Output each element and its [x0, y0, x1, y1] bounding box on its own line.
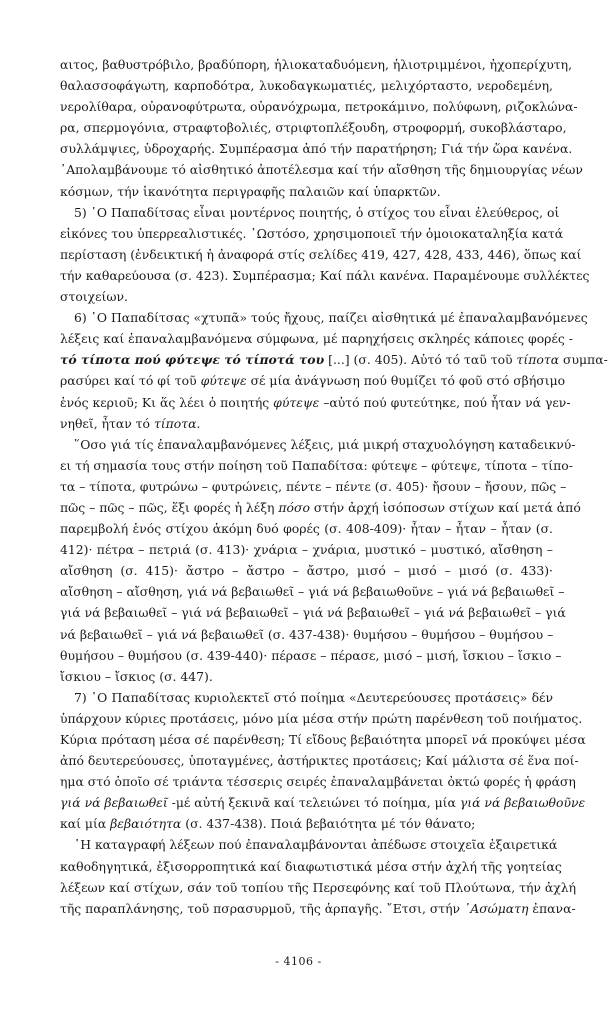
- bold-quote: [60, 352, 324, 367]
- text-line: ῞Οσο γιά τίς ἐπαναλαμβανόμενες λέξεις, μιά μικρή σταχυολόγηση καταδεικνύ-: [74, 436, 576, 452]
- italic-word: ᾿Ασώματη: [464, 900, 529, 916]
- text-line: Κύρια πρόταση μέσα σέ παρένθεση; Τί εἴδους βεβαιότητα μπορεῖ νά προκύψει μέσα: [60, 732, 586, 747]
- text-line: θυμήσου – θυμήσου (σ. 439-440)· πέρασε – πέρασε, μισό – μισή, ἴσκιου – ἴσκιο –: [60, 647, 562, 663]
- text-line: ρα, σπερμογόνια, στραφτοβολιές, στριφτοπλέξουδη, στροφορμή, συκοβλάσταρο,: [60, 120, 567, 136]
- text-line: συλλάμψιες, ὑδροχαρής. Συμπέρασμα ἀπό τήν παρατήρηση; Γιά τήν ὥρα κανένα.: [60, 141, 573, 157]
- italic-word: βεβαιότητα: [110, 816, 182, 832]
- text-line: τῆς παραπλάνησης, τοῦ πσρασυρμοῦ, τῆς ἁρπαγῆς. ῎Ετσι, στήν ᾿Ασώματη ἐπανα-: [60, 900, 576, 916]
- italic-word: τίποτα: [516, 352, 560, 368]
- text-line: ἴσκιου – ἴσκιος (σ. 447).: [60, 668, 213, 684]
- text-line: ᾿Απολαμβάνουμε τό αἰσθητικό ἀποτέλεσμα καί τήν αἴσθηση τῆς δημιουργίας νέων: [60, 162, 583, 178]
- text-line: λέξεων καί στίχων, σάν τοῦ τοπίου τῆς Περσεφόνης καί τοῦ Πλούτωνα, τήν ἀχλή: [60, 879, 577, 895]
- text-line: 412)· πέτρα – πετριά (σ. 413)· χνάρια – χνάρια, μυστικό – μυστικό, αἴσθηση –: [60, 542, 553, 558]
- text-line: ῾Η καταγραφή λέξεων πού ἐπαναλαμβάνονται ἀπέδωσε στοιχεῖα ἐξαιρετικά: [74, 837, 558, 853]
- text-line: θαλασσοφάγωτη, καρποδότρα, λυκοδαγκωματιές, μελιχόρταστο, νεροδεμένη,: [60, 78, 553, 94]
- text-line: καθοδηγητικά, ἐξισορροπητικά καί διαφωτιστικά μέσα στήν ἀχλή τῆς γοητείας: [60, 858, 562, 874]
- text-line: παρεμβολή ἑνός στίχου ἀκόμη δυό φορές (σ. 408-409)· ἦταν – ἦταν – ἦταν (σ.: [60, 521, 553, 537]
- text-line: κόσμων, τήν ἱκανότητα περιγραφῆς παλαιῶν καί ὑπαρκτῶν.: [60, 183, 441, 199]
- text-line: καί μία βεβαιότητα (σ. 437-438). Ποιά βεβαιότητα μέ τόν θάνατο;: [60, 816, 476, 832]
- text-line: τα – τίποτα, φυτρώνω – φυτρώνεις, πέντε – πέντε (σ. 405)· ἤσουν – ἤσουν, πῶς –: [60, 478, 567, 494]
- text-line: αἴσθηση (σ. 415)· ἄστρο – ἄστρο – ἄστρο, μισό – μισό – μισό (σ. 433)·: [60, 563, 553, 579]
- page-body: [60, 54, 608, 919]
- text-line: αιτος, βαθυστρόβιλο, βραδύπορη, ἡλιοκαταδυόμενη, ἡλιοτριμμένοι, ἠχοπερίχυτη,: [60, 57, 573, 72]
- text-line: εἰκόνες του ὑπερρεαλιστικές. ῾Ωστόσο, χρησιμοποιεῖ τήν ὁμοιοκαταληξία κατά: [60, 225, 564, 241]
- text-line: αἴσθηση – αἴσθηση, γιά νά βεβαιωθεῖ – γιά νά βεβαιωθοῦνε – γιά νά βεβαιωθεῖ –: [60, 584, 565, 600]
- text-line: 5) ῾Ο Παπαδίτσας εἶναι μοντέρνος ποιητής, ὁ στίχος του εἶναι ἐλεύθερος, οἱ: [74, 204, 560, 220]
- text-line: νερολίθαρα, οὐρανοφύτρωτα, οὐρανόχρωμα, πετροκάμινο, πολύφωνη, ριζοκλώνα-: [60, 99, 578, 115]
- text-line: τό τίποτα πού φύτεψε τό τίποτά του [...] (σ. 405). Αὐτό τό ταῦ τοῦ τίποτα συμπα-: [60, 352, 608, 368]
- italic-phrase: γιά νά βεβαιωθοῦνε: [459, 795, 586, 811]
- text-line: στοιχείων.: [60, 289, 128, 305]
- text-line: ἑνός κεριοῦ; Κι ἅς λέει ὁ ποιητής φύτεψε –αὐτό πού φυτεύτηκε, πού ἦταν νά γεν-: [60, 394, 571, 410]
- text-line: τήν καθαρεύουσα (σ. 423). Συμπέρασμα; Καί πάλι κανένα. Παραμένουμε συλλέκτες: [60, 267, 590, 283]
- italic-word: φύτεψε: [200, 373, 247, 389]
- text-line: γιά νά βεβαιωθεῖ -μέ αὐτή ξεκινᾶ καί τελειώνει τό ποίημα, μία γιά νά βεβαιωθοῦνε: [60, 795, 586, 811]
- text-line: ημα στό ὁποῖο σέ τριάντα τέσσερις σειρές ἐπαναλαμβάνεται ὀκτώ φορές ἡ φράση: [60, 774, 576, 790]
- text-line: 7) ῾Ο Παπαδίτσας κυριολεκτεῖ στό ποίημα «Δευτερεύουσες προτάσεις» δέν: [74, 689, 553, 705]
- text-line: νά βεβαιωθεῖ – γιά νά βεβαιωθεῖ (σ. 437-438)· θυμήσου – θυμήσου – θυμήσου –: [60, 626, 554, 642]
- bold-italic-quote: τό τίποτα πού φύτεψε τό τίποτά του: [60, 352, 325, 368]
- text-line: 6) ῾Ο Παπαδίτσας «χτυπᾶ» τούς ἤχους, παίζει αἰσθητικά μέ ἐπαναλαμβανόμενες: [74, 310, 588, 326]
- italic-word: τίποτα.: [153, 415, 201, 431]
- text-line: ει τή σημασία τους στήν ποίηση τοῦ Παπαδίτσα: φύτεψε – φύτεψε, τίποτα – τίπο-: [60, 457, 573, 473]
- text-line: νηθεῖ, ἦταν τό τίποτα.: [60, 415, 201, 431]
- italic-phrase: γιά νά βεβαιωθεῖ: [60, 795, 168, 811]
- page-number: - 4106 -: [275, 955, 322, 968]
- text-line: ρασύρει καί τό φί τοῦ φύτεψε σέ μία ἀνάγνωση πού θυμίζει τό φοῦ στό σβήσιμο: [60, 373, 566, 389]
- italic-word: φύτεψε: [273, 394, 320, 410]
- text-line: λέξεις καί ἐπαναλαμβανόμενα σύμφωνα, μέ παρηχήσεις σκληρές κάποιες φορές -: [60, 331, 573, 347]
- text-line: γιά νά βεβαιωθεῖ – γιά νά βεβαιωθεῖ – γιά νά βεβαιωθεῖ – γιά νά βεβαιωθεῖ – γιά: [60, 605, 566, 621]
- text-line: ὑπάρχουν κύριες προτάσεις, μόνο μία μέσα στήν πρώτη παρένθεση τοῦ ποιήματος.: [60, 710, 583, 726]
- text-line: ἀπό δευτερεύουσες, ὑποταγμένες, ἀστήρικτες προτάσεις; Καί μάλιστα σέ ἕνα ποί-: [60, 753, 579, 769]
- text-line: περίσταση (ἐνδεικτική ἡ ἀναφορά στίς σελίδες 419, 427, 428, 433, 446), ὅπως καί: [60, 246, 582, 262]
- italic-word: πόσο: [278, 499, 310, 515]
- text-line: πῶς – πῶς – πῶς, ἕξι φορές ἡ λέξη πόσο στήν ἀρχή ἰσόποσων στίχων καί μετά ἀπό: [60, 499, 581, 515]
